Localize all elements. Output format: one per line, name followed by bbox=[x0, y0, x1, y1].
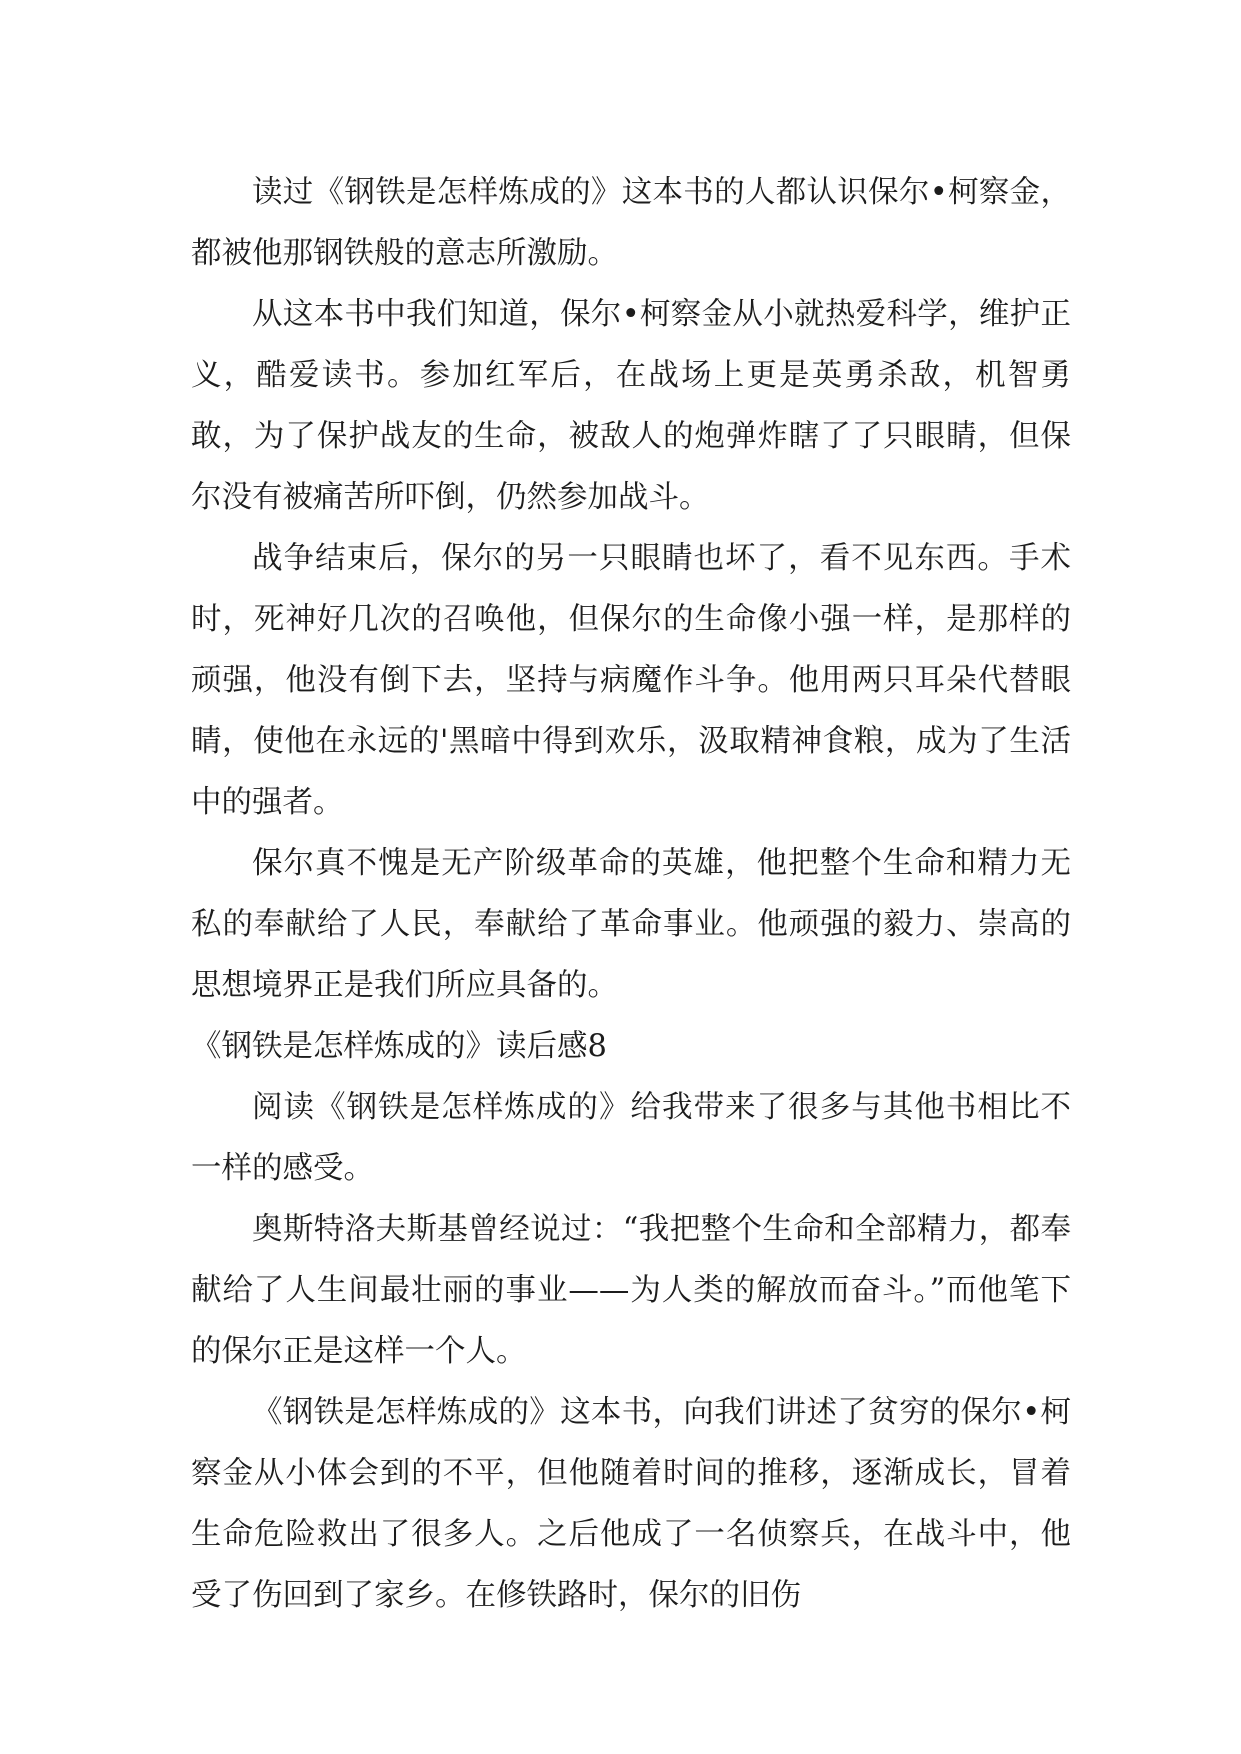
paragraph-4: 保尔真不愧是无产阶级革命的英雄，他把整个生命和精力无私的奉献给了人民，奉献给了革命事业。他顽强的毅力、崇高的思想境界正是我们所应具备的。 bbox=[191, 846, 1071, 1003]
paragraph-5: 阅读《钢铁是怎样炼成的》给我带来了很多与其他书相比不一样的感受。 bbox=[191, 1090, 1071, 1186]
paragraph-7: 《钢铁是怎样炼成的》这本书，向我们讲述了贫穷的保尔•柯察金从小体会到的不平，但他随着时间的推移，逐渐成长，冒着生命危险救出了很多人。之后他成了一名侦察兵，在战斗中，他受了伤回到了家乡。在修铁路时，保尔的旧伤 bbox=[191, 1395, 1071, 1613]
paragraph-3: 战争结束后，保尔的另一只眼睛也坏了，看不见东西。手术时，死神好几次的召唤他，但保尔的生命像小强一样，是那样的顽强，他没有倒下去，坚持与病魔作斗争。他用两只耳朵代替眼睛，使他在永远的'黑暗中得到欢乐，汲取精神食粮，成为了生活中的强者。 bbox=[191, 541, 1071, 820]
paragraph-6: 奥斯特洛夫斯基曾经说过：“我把整个生命和全部精力，都奉献给了人生间最壮丽的事业——为人类的解放而奋斗。”而他笔下的保尔正是这样一个人。 bbox=[191, 1212, 1071, 1369]
document-page bbox=[191, 162, 1071, 1626]
paragraph-2: 从这本书中我们知道，保尔•柯察金从小就热爱科学，维护正义，酷爱读书。参加红军后，在战场上更是英勇杀敌，机智勇敢，为了保护战友的生命，被敌人的炮弹炸瞎了了只眼睛，但保尔没有被痛苦所吓倒，仍然参加战斗。 bbox=[191, 297, 1071, 515]
paragraph-1: 读过《钢铁是怎样炼成的》这本书的人都认识保尔•柯察金，都被他那钢铁般的意志所激励。 bbox=[191, 175, 1071, 271]
section-title: 《钢铁是怎样炼成的》读后感8 bbox=[191, 1029, 607, 1064]
